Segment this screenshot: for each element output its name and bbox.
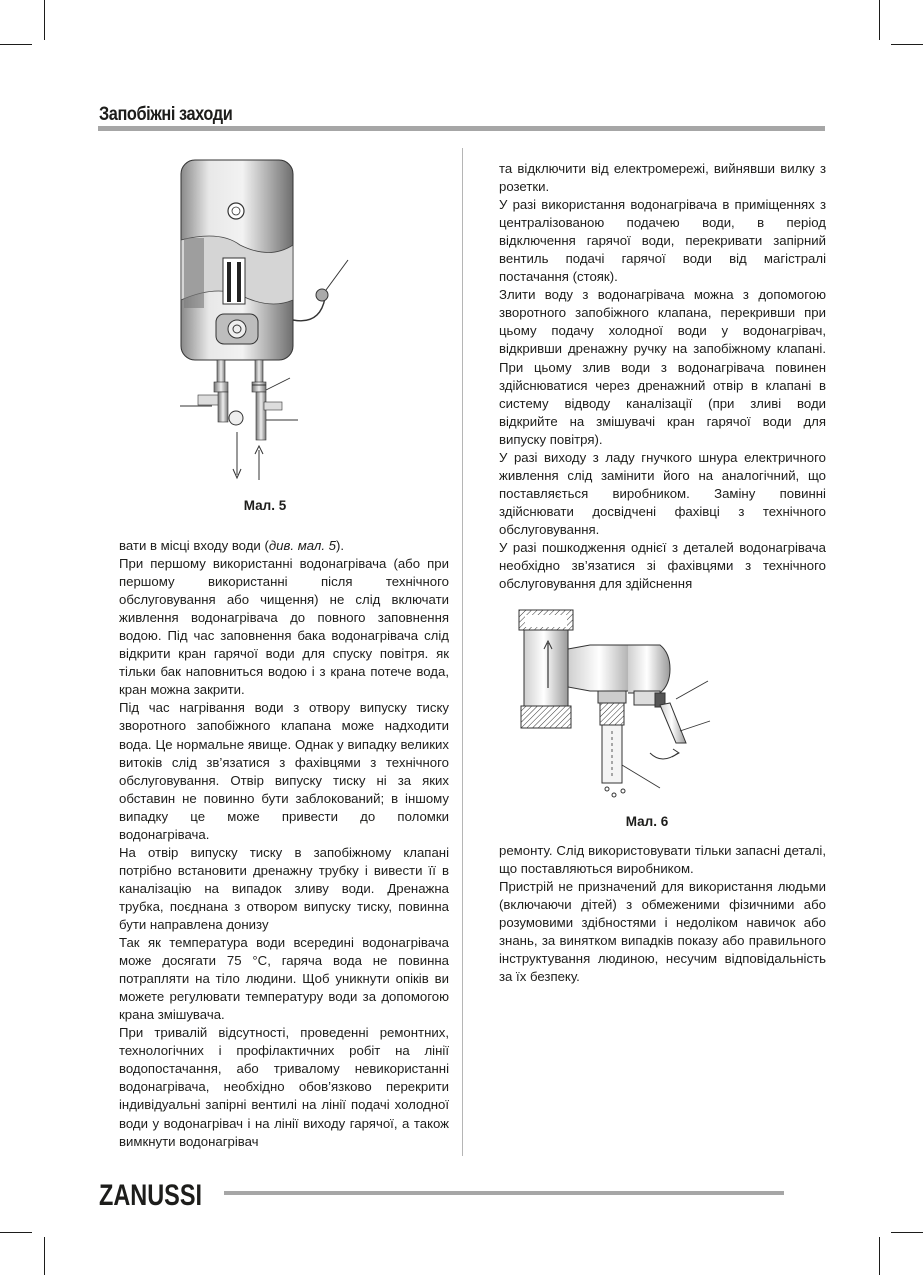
left-column-text bbox=[119, 537, 449, 1151]
right-column-text-bottom bbox=[499, 842, 826, 986]
crop-mark bbox=[0, 1232, 32, 1233]
paragraph: У разі пошкодження однієї з деталей водонагрівача необхідно зв’язатися зі фахівцями з технічного обслуговування для здійснення bbox=[499, 539, 826, 592]
text-span: ). bbox=[336, 538, 345, 553]
footer-rule bbox=[224, 1191, 784, 1195]
right-column-text-top bbox=[499, 160, 826, 593]
brand-name: ZANUSSI bbox=[99, 1179, 202, 1212]
paragraph: ремонту. Слід використовувати тільки запасні деталі, що поставляються виробником. bbox=[499, 843, 826, 877]
crop-mark bbox=[879, 0, 880, 40]
column-divider bbox=[462, 148, 463, 1156]
paragraph: та відключити від електромережі, вийнявши вилку з розетки. bbox=[499, 161, 826, 195]
paragraph: На отвір випуску тиску в запобіжному клапані потрібно встановити дренажну трубку і вивести її в каналізацію на випадок зливу води. Дренажна трубка, поєднана з отвором випуску тиску, повинна бути направлена донизу bbox=[119, 844, 449, 932]
paragraph: У разі виходу з ладу гнучкого шнура електричного живлення слід замінити його на аналогічний, що поставляється виробником. Заміну повинні здійснювати досвідчені фахівці з технічного обслуговування. bbox=[499, 449, 826, 537]
paragraph: Злити воду з водонагрівача можна з допомогою зворотного запобіжного клапана, перекривши при цьому подачу холодної води у водонагрівач, відкривши дренажну ручку на запобіжному клапані. При цьому злив води з водонагрівача повинен здійснюватися через дренажний отвір в клапані в систему відводу каналізації (при зливі води відкрийте на змішувачі кран гарячої води для випуску повітря). bbox=[499, 287, 826, 447]
section-title: Запобіжні заходи bbox=[99, 104, 233, 125]
figure-5-caption: Мал. 5 bbox=[243, 498, 287, 513]
title-rule bbox=[98, 126, 825, 131]
paragraph: Так як температура води всередині водонагрівача може досягати 75 °C, гаряча вода не повинна потрапляти на тіло людини. Щоб уникнути опіків ви можете регулювати температуру води за допомогою крана змішувача. bbox=[119, 935, 449, 1023]
crop-mark bbox=[891, 1232, 923, 1233]
paragraph: При тривалій відсутності, проведенні ремонтних, технологічних і профілактичних робіт на лінії водопостачання, або тривалому невикористанні водонагрівача, необхідно обов’язково перекрити індивідуальні запірні вентилі на лінії подачі холодної води у водонагрівач і на лінії виходу гарячої, а також вимкнути водонагрівач bbox=[119, 1025, 449, 1149]
paragraph bbox=[119, 537, 449, 555]
figure-5-water-heater bbox=[160, 150, 370, 490]
text-span: вати в місці входу води ( bbox=[119, 538, 269, 553]
crop-mark bbox=[44, 1237, 45, 1275]
crop-mark bbox=[0, 44, 32, 45]
figure-6-safety-valve bbox=[510, 603, 720, 808]
crop-mark bbox=[879, 1237, 880, 1275]
paragraph: При першому використанні водонагрівача (або при першому використанні після технічного обслуговування або чищення) не слід включати живлення водонагрівача до повного заповнення водою. Під час заповнення бака водонагрівача слід відкрити кран гарячої води для спуску повітря. як тільки бак наповниться водою і з крана потече вода, кран можна закрити. bbox=[119, 556, 449, 698]
paragraph: У разі використання водонагрівача в приміщеннях з централізованою подачею води, в період відключення гарячої води, перекривати запірний вентиль подачі гарячої води від магістралі постачання (стояк). bbox=[499, 197, 826, 285]
figure-6-caption: Мал. 6 bbox=[625, 814, 669, 829]
crop-mark bbox=[891, 44, 923, 45]
zanussi-logo bbox=[99, 1178, 204, 1210]
figure-reference: див. мал. 5 bbox=[268, 538, 337, 553]
crop-mark bbox=[44, 0, 45, 40]
paragraph: Пристрій не призначений для використання людьми (включаючи дітей) з обмеженими фізичними або розумовими здібностями і недоліком навичок або знань, за винятком випадків показу або правильного інструктування людиною, несучим відповідальність за їх безпеку. bbox=[499, 879, 826, 985]
paragraph: Під час нагрівання води з отвору випуску тиску зворотного запобіжного клапана може надходити вода. Це нормальне явище. Однак у випадку великих витоків слід зв’язатися з фахівцями з технічного обслуговування. Отвір випуску тиску ні за яких обставин не повинно бути заблокований; в іншому випадку це може привести до поломки водонагрівача. bbox=[119, 700, 449, 842]
